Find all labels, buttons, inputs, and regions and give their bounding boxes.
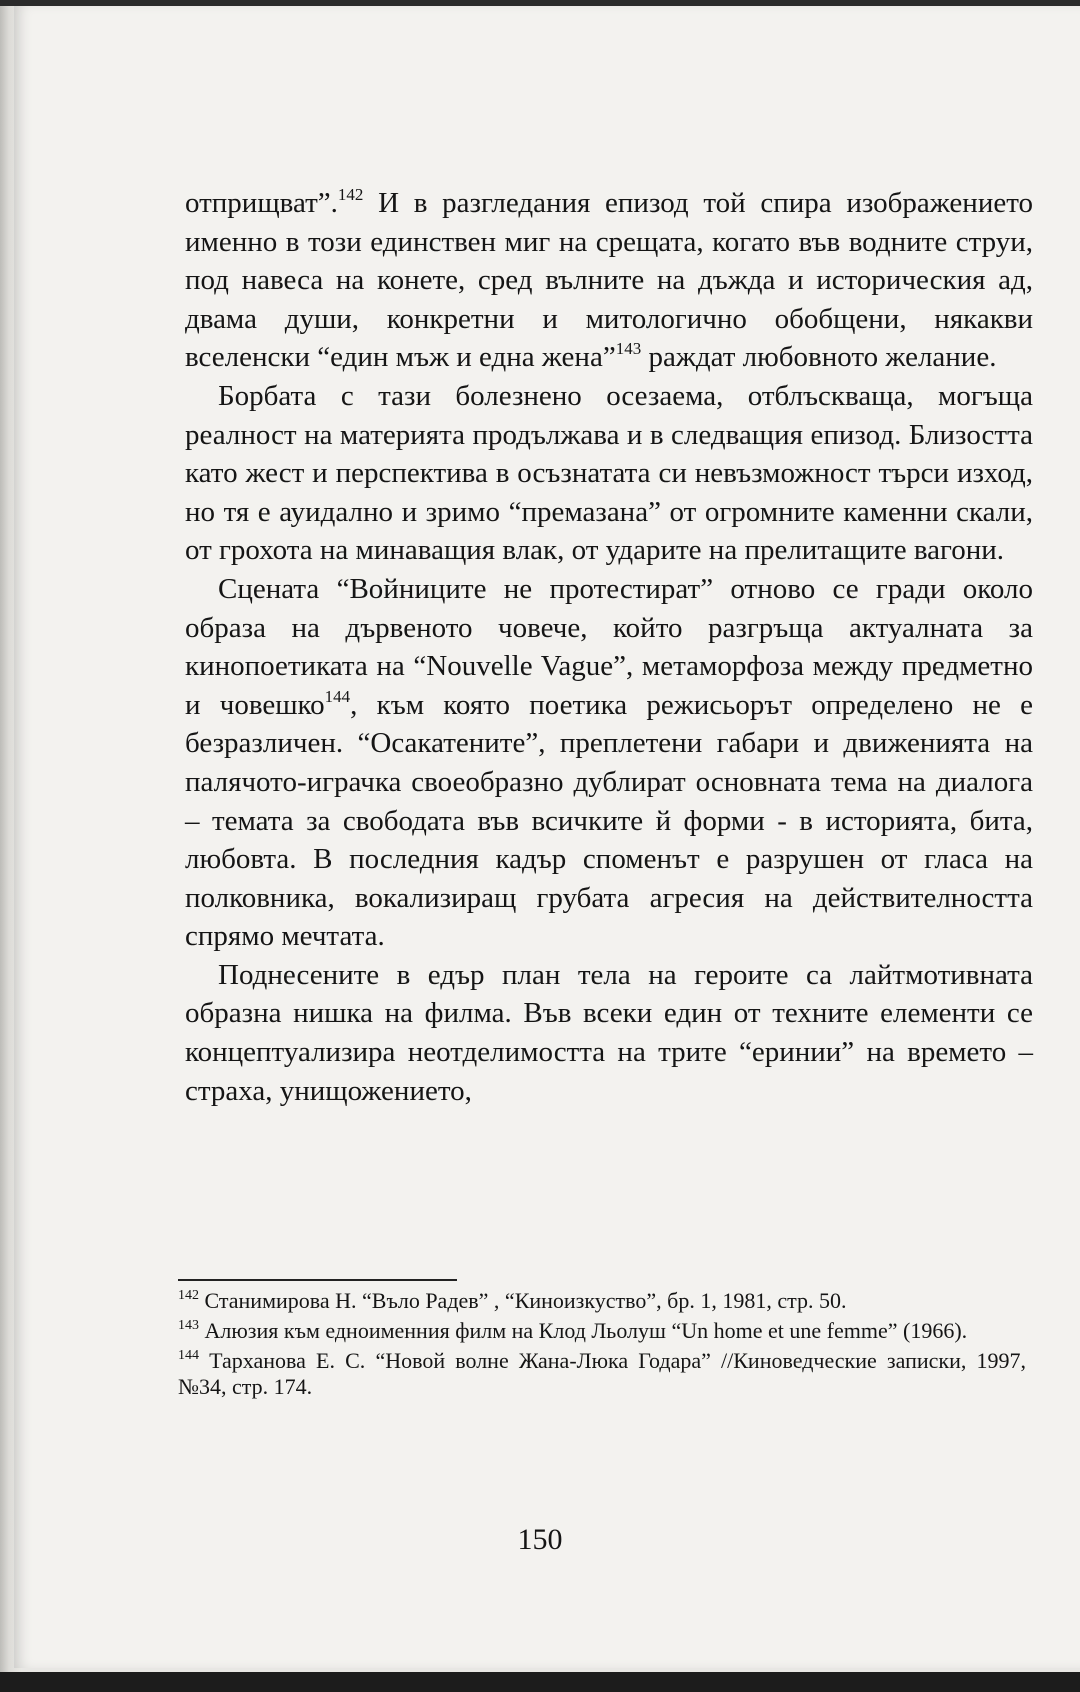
footnote-ref-143[interactable]: 143 bbox=[615, 339, 642, 359]
paragraph-3: Сцената “Войниците не протестират” отново се гради около образа на дървеното човече, който разгръща актуалната за кинопоетиката на “Nouvelle Vague”, метаморфоза между предметно и човешко$^{144}$, към която поетика режисьорът определено не е безразличен. “Осакатените”, преплетени габари и движенията на палячото-играчка своеобразно дублират основната тема на диалога – темата за свободата във всичките й форми - в историята, бита, любовта. В последния кадър споменът е разрушен от гласа на полковника, вокализиращ грубата агресия на действителността спрямо мечтата. bbox=[185, 572, 1033, 953]
paragraph-2: Борбата с тази болезнено осезаема, отблъскваща, могъща реалност на материята продължава и в следващия епизод. Близостта като жест и перспектива в осъзнатата си невъзможност търси изход, но тя е ауидално и зримо “премазана” от огромните каменни скали, от грохота на минаващия влак, от ударите на прелитащите вагони. bbox=[185, 379, 1033, 567]
footnote-143 bbox=[178, 1318, 1026, 1344]
footnote-text: Алюзия към едноименния филм на Клод Льолуш “Un home et une femme” (1966). bbox=[204, 1318, 968, 1343]
paragraph-4: Поднесените в едър план тела на героите са лайтмотивната образна нишка на филма. Във всеки един от техните елементи се концептуализира неотделимостта на трите “еринии” на времето – страха, унищожението, bbox=[185, 958, 1033, 1107]
footnote-text: Тарханова Е. С. “Новой волне Жана-Люка Годара” //Киноведческие записки, 1997, №34, стр. 174. bbox=[178, 1348, 1026, 1399]
paragraph-1: отприщват”.$^{142}$ И в разгледания епизод той спира изображението именно в този единствен миг на срещата, когато във водните струи, под навеса на конете, сред вълните на дъжда и историческия ад, двама души, конкретни и митологично обобщени, някакви вселенски “един мъж и една жена”$^{143}$ раждат любовното желание. bbox=[185, 185, 1033, 374]
main-text bbox=[185, 184, 1033, 1110]
footnote-number: 144 bbox=[178, 1348, 199, 1363]
page-number: 150 bbox=[517, 1523, 563, 1556]
footnote-number: 142 bbox=[178, 1288, 199, 1303]
footnote-number: 143 bbox=[178, 1318, 199, 1333]
footnote-text: Станимирова Н. “Вълo Радев” , “Киноизкуство”, бр. 1, 1981, стр. 50. bbox=[204, 1288, 847, 1313]
scan-bottom-edge bbox=[0, 1672, 1080, 1692]
footnote-142 bbox=[178, 1288, 1026, 1314]
footnote-separator bbox=[178, 1279, 457, 1281]
footnote-ref-142[interactable]: 142 bbox=[337, 185, 364, 204]
footnote-144 bbox=[178, 1348, 1026, 1400]
footnotes bbox=[178, 1288, 1026, 1404]
footnote-ref-144[interactable]: 144 bbox=[324, 686, 351, 706]
